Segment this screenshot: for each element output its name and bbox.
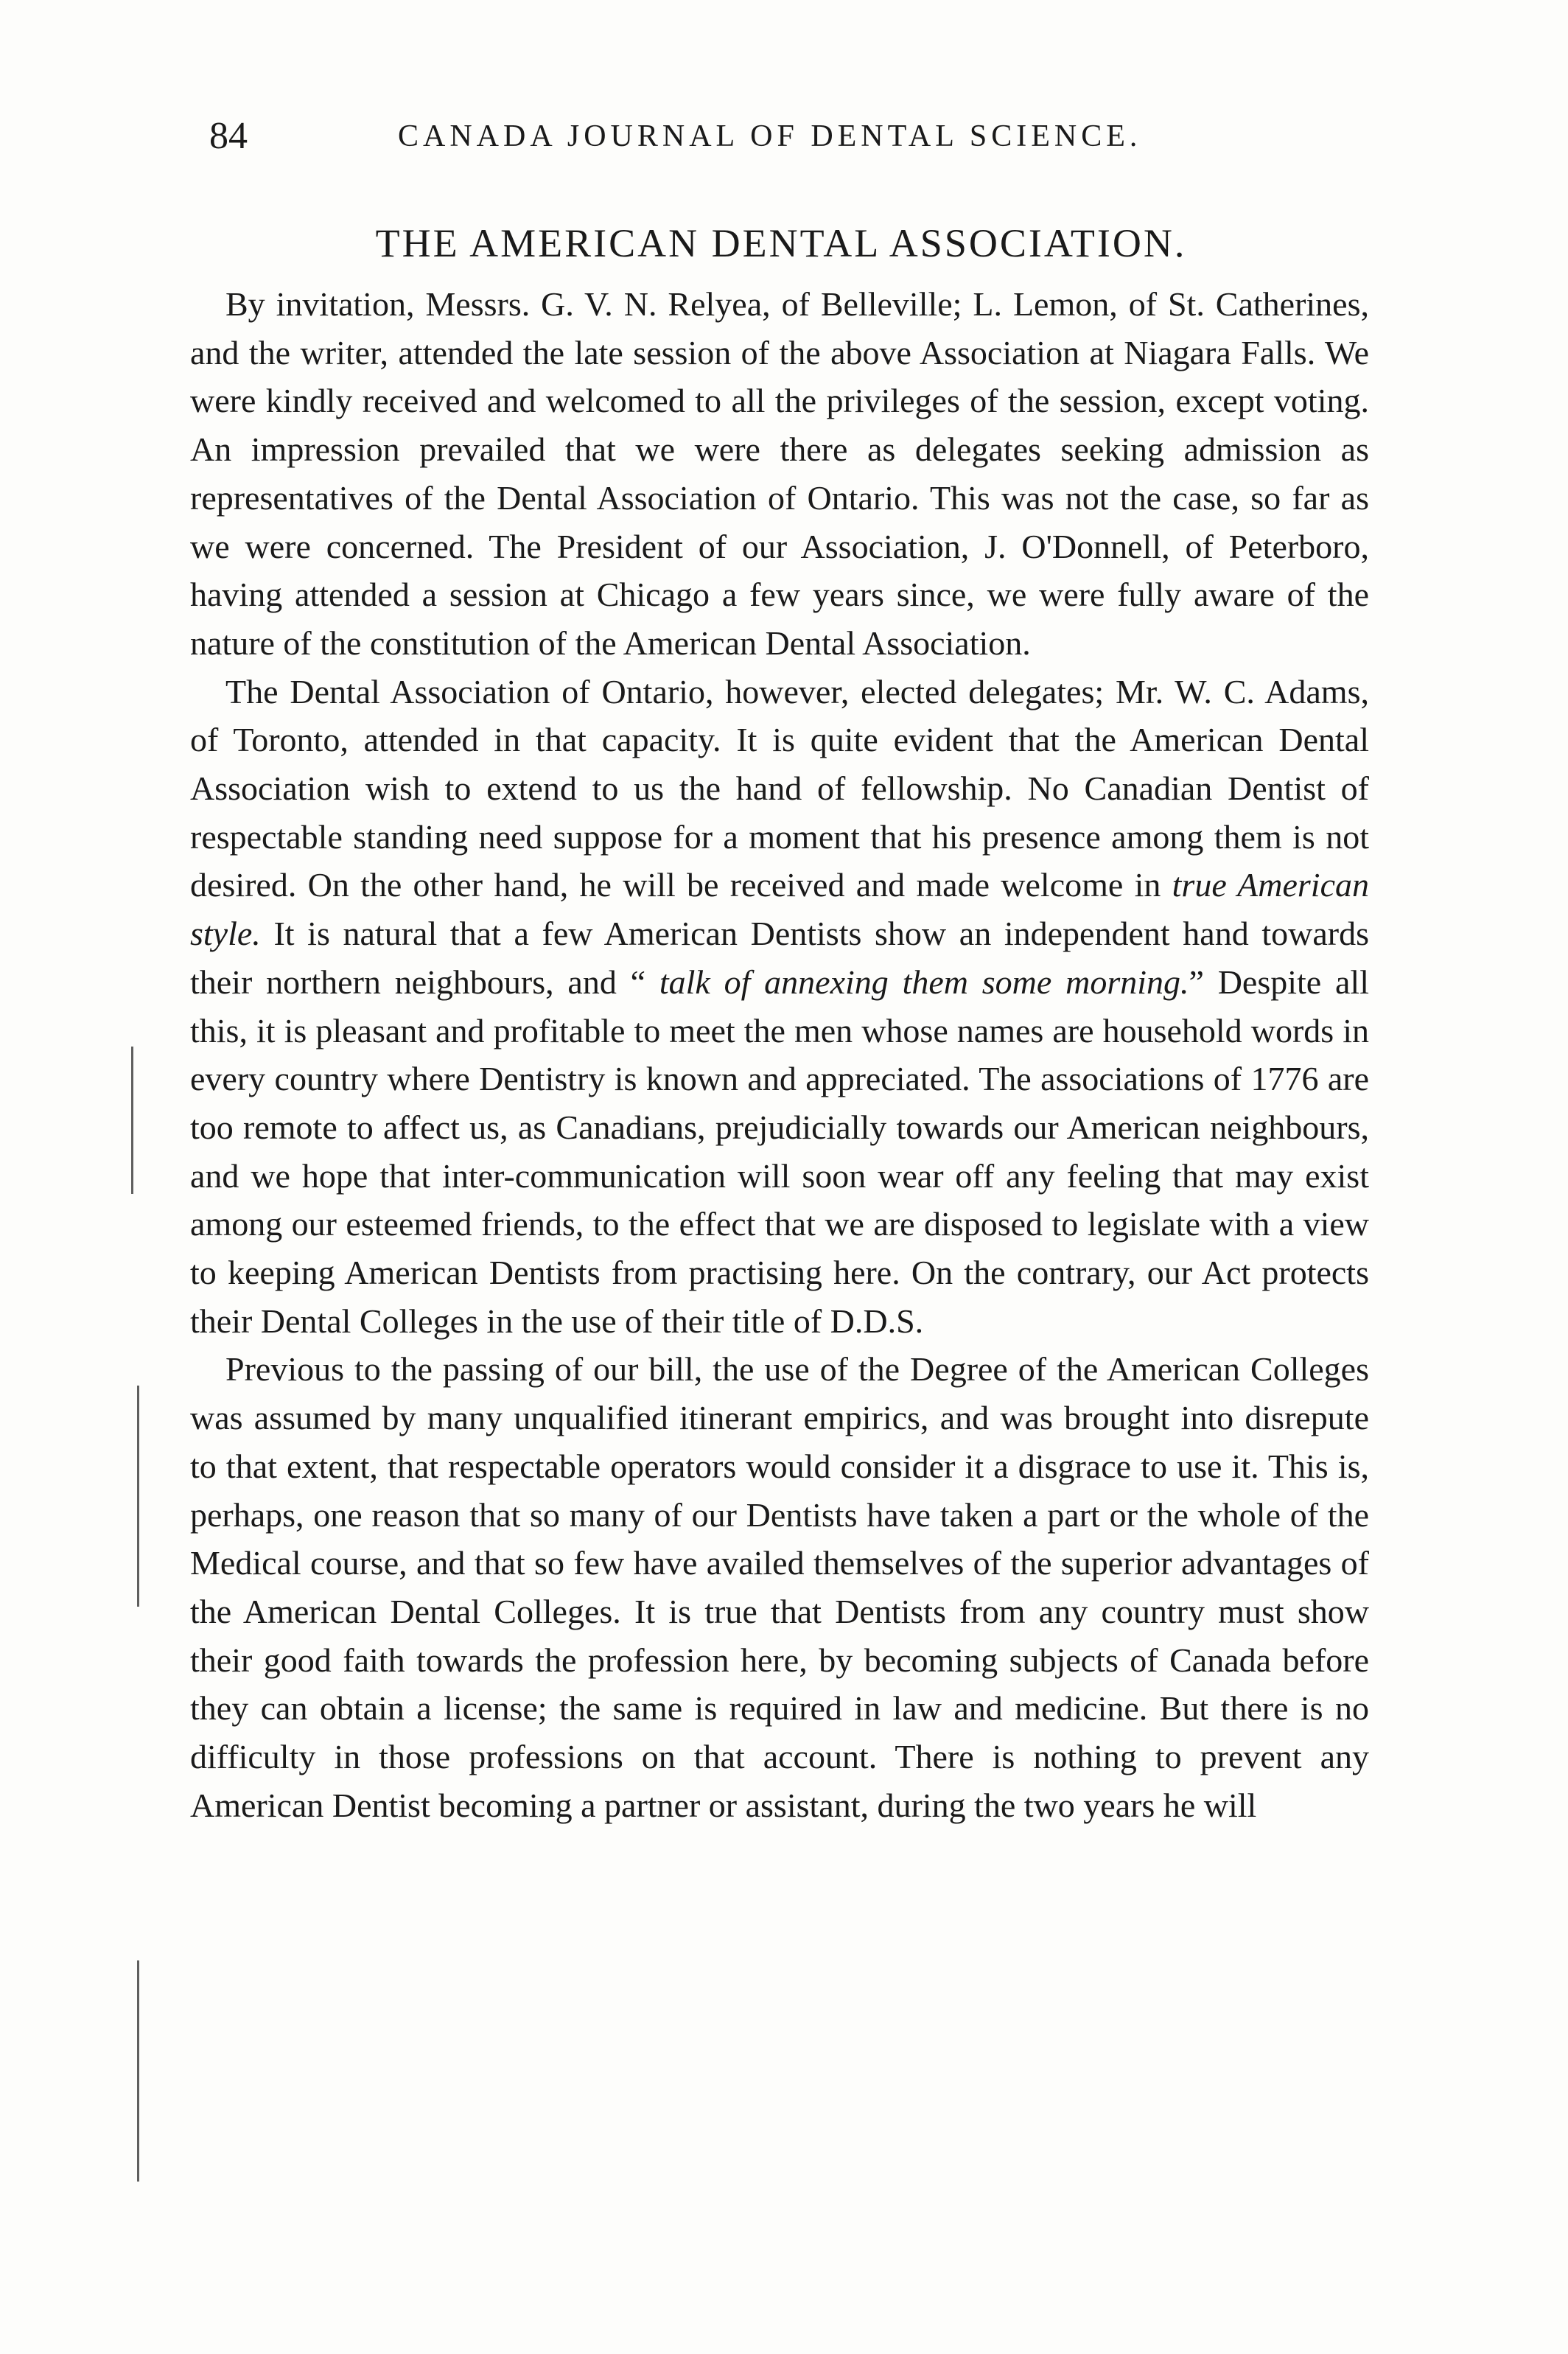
italic-phrase: true American style. (190, 866, 1370, 953)
margin-mark (137, 1386, 139, 1607)
paragraph-1 (190, 280, 1369, 668)
margin-mark (137, 1960, 139, 2182)
page-number: 84 (209, 115, 248, 157)
article-title: THE AMERICAN DENTAL ASSOCIATION. (375, 221, 1187, 265)
paragraph-text: Previous to the passing of our bill, the use of the Degree of the American Colleges was assumed by many unqualified itinerant empirics, and was brought into disrepute to that extent, that respectable operators would consider it a disgrace to use it. This is, perhaps, one reason that so many of our Dentists have taken a part or the whole of the Medical course, and that so few have availed themselves of the superior advantages of the American Dental Colleges. It is true that Dentists from any country must show their good faith towards the profession here, by becoming subjects of Canada before they can obtain a license; the same is required in law and medicine. But there is no difficulty in those professions on that account. There is nothing to prevent any American Dentist becoming a partner or assistant, during the two years he will (190, 1350, 1369, 1824)
paragraph-text: It is natural that a few American Dentists show an independent hand towards their northern neighbours, and “ (190, 915, 1369, 1001)
article-body (190, 280, 1369, 1830)
paragraph-text: By invitation, Messrs. G. V. N. Relyea, of Belleville; L. Lemon, of St. Catherines, and the writer, attended the late session of the above Association at Niagara Falls. We were kindly received and welcomed to all the privileges of the session, except voting. An impression prevailed that we were there as delegates seeking admission as representatives of the Dental Association of Ontario. This was not the case, so far as we were concerned. The President of our Association, J. O'Donnell, of Peterboro, having attended a session at Chicago a few years since, we were fully aware of the nature of the constitution of the American Dental Association. (190, 285, 1369, 662)
journal-title: CANADA JOURNAL OF DENTAL SCIENCE. (398, 119, 1142, 153)
paragraph-3 (190, 1345, 1369, 1829)
paragraph-text: The Dental Association of Ontario, however, elected delegates; Mr. W. C. Adams, of Toronto, attended in that capacity. It is quite evident that the American Dental Association wish to extend to us the hand of fellowship. No Canadian Dentist of respectable standing need suppose for a moment that his presence among them is not desired. On the other hand, he will be received and made welcome in (190, 672, 1369, 904)
paragraph-text: ” Despite all this, it is pleasant and profitable to meet the men whose names are household words in every country where Dentistry is known and appreciated. The associations of 1776 are too remote to affect us, as Canadians, prejudicially towards our American neighbours, and we hope that inter-communication will soon wear off any feeling that may exist among our esteemed friends, to the effect that we are disposed to legislate with a view to keeping American Dentists from practising here. On the contrary, our Act protects their Dental Colleges in the use of their title of D.D.S. (190, 963, 1369, 1340)
margin-mark (131, 1047, 133, 1194)
italic-quote: talk of annexing them some morning. (659, 963, 1189, 1001)
running-head (192, 111, 1371, 162)
paragraph-2 (190, 668, 1369, 1346)
